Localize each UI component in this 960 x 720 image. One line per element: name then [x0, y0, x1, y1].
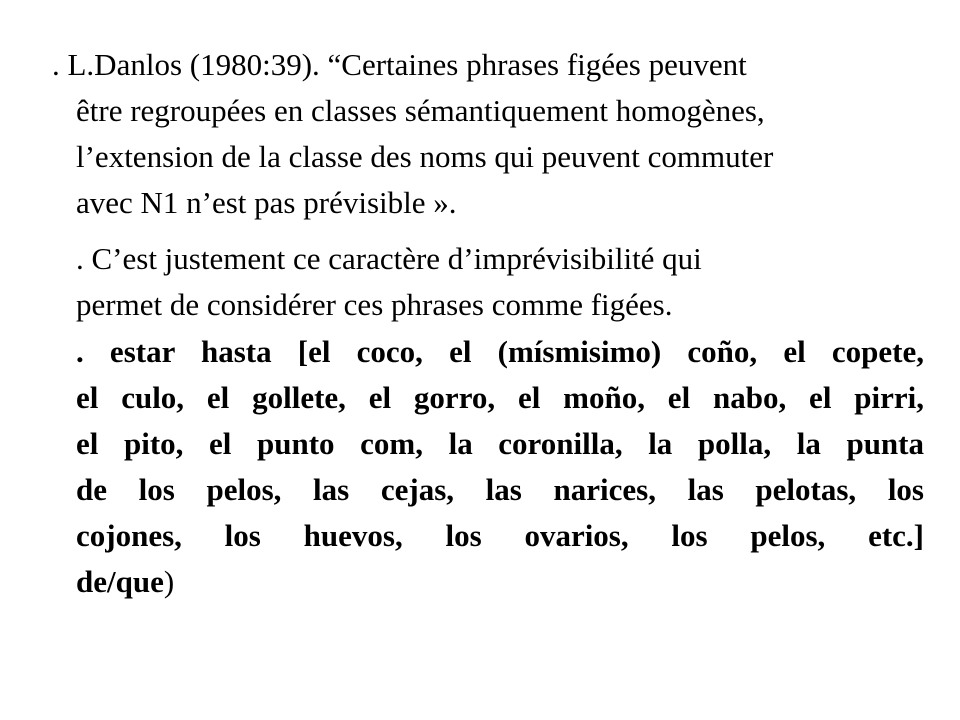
quote-line-1: . L.Danlos (1980:39). “Certaines phrases figées peuvent — [52, 47, 747, 82]
quote-line-4: avec N1 n’est pas prévisible ». — [76, 185, 457, 220]
example-paragraph — [52, 329, 924, 605]
comment-line-1: . C’est justement ce caractère d’imprévisibilité qui — [76, 241, 702, 276]
example-line-3: el pito, el punto com, la coronilla, la polla, la punta — [76, 426, 924, 461]
example-line-4: de los pelos, las cejas, las narices, las pelotas, los — [76, 472, 924, 507]
example-line-6-text: de/que — [76, 564, 164, 599]
quote-line-3: l’extension de la classe des noms qui peuvent commuter — [76, 139, 774, 174]
example-line-6 — [52, 559, 924, 605]
quote-line-2: être regroupées en classes sémantiquement homogènes, — [76, 93, 765, 128]
example-line-2: el culo, el gollete, el gorro, el moño, el nabo, el pirri, — [76, 380, 924, 415]
comment-line-2: permet de considérer ces phrases comme figées. — [76, 287, 673, 322]
example-closing-paren: ) — [163, 564, 175, 599]
example-line-1: . estar hasta [el coco, el (mísmisimo) coño, el copete, — [76, 334, 924, 369]
quote-paragraph — [52, 42, 922, 226]
comment-paragraph — [52, 236, 922, 328]
example-line-5: cojones, los huevos, los ovarios, los pelos, etc.] — [76, 518, 924, 553]
